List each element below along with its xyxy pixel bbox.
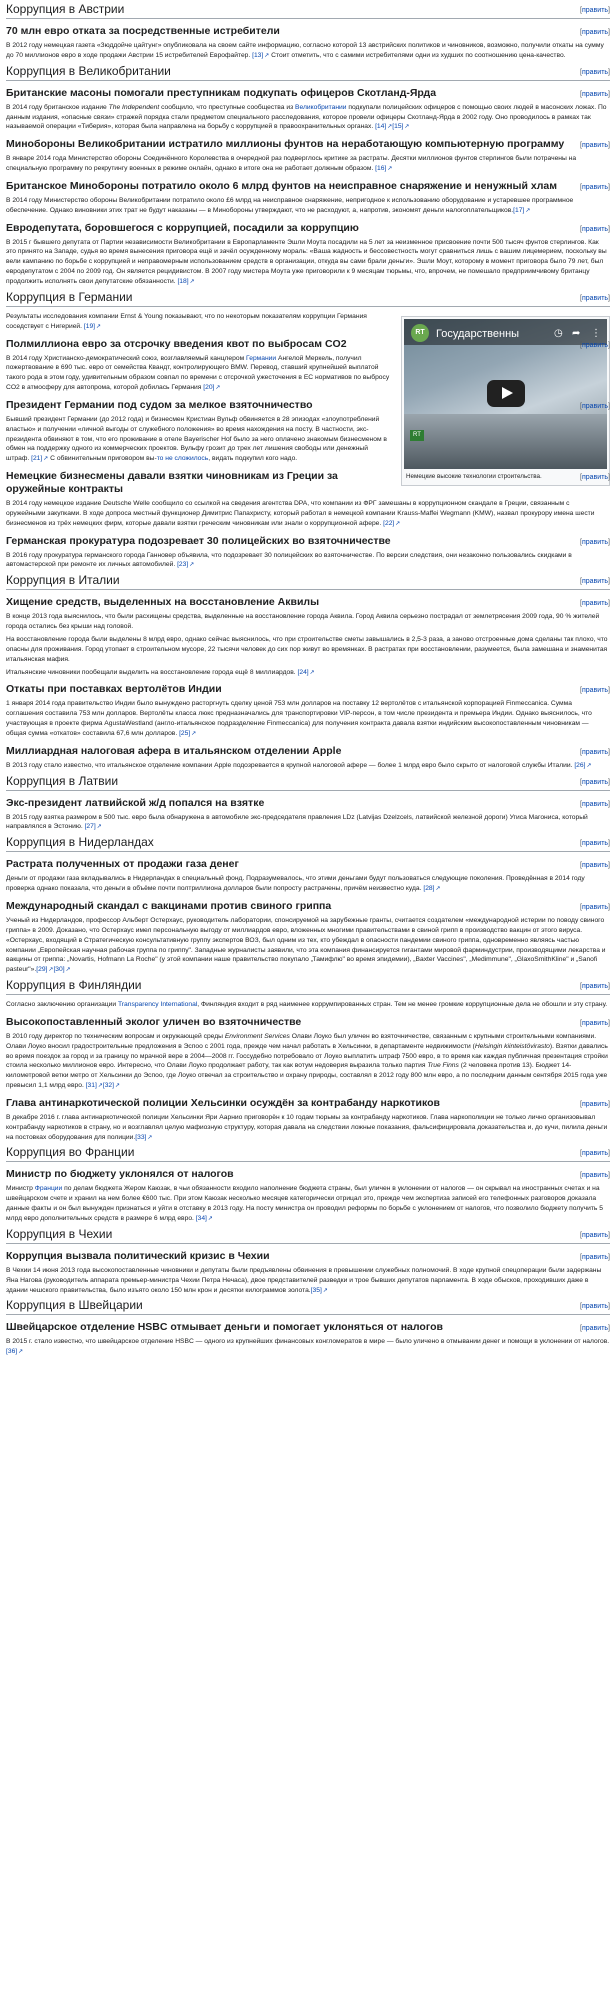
paragraph: В январе 2014 года Министерство обороны Соединённого Королевства в очередной раз подверглось критике за растраты. Десятки миллионов фунтов стерлингов были потрачены на специальную программу по рекрутингу военных в режиме онлайн, однако в итоге она не работает должным образом. [16] ↗ xyxy=(6,154,610,174)
section-heading-uk: Коррупция в Великобритании [править] xyxy=(6,64,610,81)
edit-link[interactable]: [править] xyxy=(580,600,610,608)
article-title: Полмиллиона евро за отсрочку введения квот по выбросам CO2 [править] xyxy=(6,337,610,350)
article-content xyxy=(0,2,614,1357)
reference-link[interactable]: [19] ↗ xyxy=(84,323,101,330)
edit-link[interactable]: [править] xyxy=(580,1253,610,1261)
reference-link[interactable]: [34] ↗ xyxy=(196,1215,213,1222)
article-title: Растрата полученных от продажи газа денег [править] xyxy=(6,858,610,871)
channel-logo: RT xyxy=(411,324,429,342)
reference-link[interactable]: [23] ↗ xyxy=(177,561,194,568)
reference-link[interactable]: [16] ↗ xyxy=(375,165,392,172)
section-heading-italy: Коррупция в Италии [править] xyxy=(6,573,610,590)
paragraph: В 2014 году Христианско-демократический союз, возглавляемый канцлером Германии Ангелой Меркель, получил пожертвование в 690 тыс. евро от семейства Квандт, контролирующего BMW. Перевод, ставший крупнейшей выплатой такого рода в этом году, удивительным образом совпал по времени с отсрочкой ужесточения в ЕС нормативов по выбросу CO2 в атмосферу для автопрома, которой добилась Германия [20] ↗ xyxy=(6,354,610,393)
edit-link[interactable]: [править] xyxy=(580,687,610,695)
edit-link[interactable]: [править] xyxy=(580,402,610,410)
article-title: Миллиардная налоговая афера в итальянском отделении Apple [править] xyxy=(6,744,610,757)
edit-link[interactable]: [править] xyxy=(580,1303,610,1311)
section-heading-czech: Коррупция в Чехии [править] xyxy=(6,1227,610,1244)
reference-link[interactable]: [21] ↗ xyxy=(31,455,48,462)
share-icon[interactable]: ➦ xyxy=(572,327,581,339)
reference-link[interactable]: [29] ↗ xyxy=(36,966,53,973)
section-heading-germany: Коррупция в Германии [править] xyxy=(6,290,610,307)
reference-link[interactable]: [35] ↗ xyxy=(311,1287,328,1294)
edit-link[interactable]: [править] xyxy=(580,1019,610,1027)
edit-link[interactable]: [править] xyxy=(580,183,610,191)
paragraph: В конце 2013 года выяснилось, что были расхищены средства, выделенные на восстановление города Аквила. Город Аквила серьезно пострадал от землетрясения 2009 года, 90 % жителей города остались без крыши над головой. xyxy=(6,613,600,631)
section-heading-austria: Коррупция в Австрии [править] xyxy=(6,2,610,19)
edit-link[interactable]: [править] xyxy=(580,1172,610,1180)
section-heading-switzerland: Коррупция в Швейцарии [править] xyxy=(6,1298,610,1315)
section-heading-finland: Коррупция в Финляндии [править] xyxy=(6,978,610,995)
reference-link[interactable]: [13] ↗ xyxy=(252,52,269,59)
reference-link[interactable]: [14] ↗ xyxy=(375,123,392,130)
article-title: Хищение средств, выделенных на восстановление Аквилы [править] xyxy=(6,596,610,609)
article-title: Немецкие бизнесмены давали взятки чиновникам из Греции за оружейные контракты [править] xyxy=(6,470,610,496)
paragraph: Результаты исследования компании Ernst & Young показывают, что по некоторым показателям коррупции Германия соседствует с Нигерией. [19] ↗ xyxy=(6,312,610,332)
article-title: Министр по бюджету уклонялся от налогов [править] xyxy=(6,1168,610,1181)
paragraph: 1 января 2014 года правительство Индии было вынуждено расторгнуть сделку ценой 753 млн долларов на поставку 12 вертолётов с итальянской корпорацией Finmeccanica. Сумма соглашения составила 753 млн долларов. Вертолёты класса люкс предназначались для транспортировки VIP-персон, в том числе президента и премьера Индии. Однако выяснилось, что участвующая в проекте фирма AgustaWestland (англо-итальянское подразделение Finmeccanica) для получения контракта давала взятки индийским высокопоставленным чиновникам — общая сумма «откатов» составила 67,6 млн долларов. [25] ↗ xyxy=(6,699,610,738)
edit-link[interactable]: [править] xyxy=(580,29,610,36)
wiki-link[interactable]: Германии xyxy=(246,354,277,362)
paragraph: В 2015 г бывшего депутата от Партии независимости Великобритании в Европарламенте Эшли Моута посадили на 5 лет за неизменное присвоение почти 500 тысяч фунтов стерлингов. Как это принято на Западе, судья во время вынесения приговора ещё и зачёл осужденному мораль: «Ваша жадность и бессовестность могут сравниться лишь с вашим лицемерием, поскольку вы вели кампанию по борьбе с коррупцией и неправомерным использованием средств в организации, откуда вы сами брали деньги». Эшли Моут, которому в момент приговора было 79 лет, был евродепутатом с 2004 по 2009 год. Он является рецидивистом. В 2007 году мистера Моута уже приговорили к 9 месяцам тюрьмы, что, впрочем, не помешало предприимчивому британцу продолжить исполнять свои депутатские обязанности. [18] ↗ xyxy=(6,238,610,287)
edit-link[interactable]: [править] xyxy=(580,800,610,808)
article-title: Британское Минобороны потратило около 6 млрд фунтов на неисправное снаряжение и ненужный хлам [править] xyxy=(6,179,610,192)
article-title: Коррупция вызвала политический кризис в Чехии [править] xyxy=(6,1249,610,1262)
edit-link[interactable]: [править] xyxy=(580,840,610,848)
reference-link[interactable]: [24] ↗ xyxy=(298,669,315,676)
paragraph: Деньги от продажи газа вкладывались в Нидерландах в специальный фонд. Подразумевалось, что этими деньгами будут пользоваться следующие поколения. Проведённая в 2014 году проверка однако показала, что деньги в объёме почти полтриллиона долларов были попросту растрачены, причём неизвестно куда. [28] ↗ xyxy=(6,874,610,894)
reference-link[interactable]: [36] ↗ xyxy=(6,1348,23,1355)
edit-link[interactable]: [править] xyxy=(580,578,610,586)
article-title: Британские масоны помогали преступникам подкупать офицеров Скотланд-Ярда [править] xyxy=(6,86,610,99)
reference-link[interactable]: [33] ↗ xyxy=(135,1134,152,1141)
wiki-link[interactable]: Великобритании xyxy=(295,103,347,111)
section-heading-france: Коррупция во Франции [править] xyxy=(6,1145,610,1162)
reference-link[interactable]: [17] ↗ xyxy=(513,207,530,214)
reference-link[interactable]: [32] ↗ xyxy=(103,1082,120,1089)
video-title: Государственны xyxy=(436,327,520,340)
edit-link[interactable]: [править] xyxy=(580,68,610,76)
edit-link[interactable]: [править] xyxy=(580,1100,610,1108)
article-title: Швейцарское отделение HSBC отмывает деньги и помогает уклоняться от налогов [править] xyxy=(6,1321,610,1334)
reference-link[interactable]: [22] ↗ xyxy=(383,520,400,527)
video-caption: Немецкие высокие технологии строительства. xyxy=(406,472,542,480)
clock-icon[interactable]: ◷ xyxy=(554,327,563,339)
edit-link[interactable]: [править] xyxy=(580,341,610,349)
paragraph: В декабре 2016 г. глава антинаркотической полиции Хельсинки Яри Аарнио приговорён к 10 годам тюрьмы за контрабанду наркотиков. Глава наркополиции не только лично организовывал контрабанду наркотиков в страну, но и возглавлял целую мафиозную структуру, которая давала на следствии ложные показания, фальсифицировала доказательства и, до кучи, пилила деньги на постовках оборудования для полиции.[33] ↗ xyxy=(6,1113,610,1143)
article-title: Международный скандал с вакцинами против свиного гриппа [править] xyxy=(6,899,610,912)
paragraph: В 2014 году британское издание The Independent сообщило, что преступные сообщества из Великобритании подкупали полицейских офицеров с помощью своих людей в масонских ложах. По данным издания, «опасные связи» стражей порядка стали предметом специального расследования, которое провели офицеры Скотланд-Ярда в 2002 году. Оно проводилось в рамках так называемой операции «Тиберия», которая была направлена на борьбу с коррупцией в правоохранительных органах. [14] ↗ [15] ↗ xyxy=(6,103,610,133)
edit-link[interactable]: [править] xyxy=(580,1231,610,1239)
article-title: Высокопоставленный эколог уличен во взяточничестве [править] xyxy=(6,1015,610,1028)
article-title: Откаты при поставках вертолётов Индии [править] xyxy=(6,683,610,696)
channel-badge: RT xyxy=(410,430,424,441)
paragraph: Министр Франции по делам бюджета Жером Каюзак, в чьи обязанности входило наполнение бюджета страны, был уличен в уклонении от налогов — он скрывал на иностранных счетах и на швейцарском счете и хранил на нем более €600 тыс. При этом Каюзак несколько месяцев категорически отрицал это, прежде чем экспертиза записей его телефонных разговоров доказала данные факты и он был вынужден признаться и уйти в отставку в 2013 году. На посту министра он проводил реформы по борьбе с уклонением от налогов, что позволило бюджету получить 5 млрд евро дополнительных средств в размере 6 млрд евро. [34] ↗ xyxy=(6,1184,610,1223)
article-title: Экс-президент латвийской ж/д попался на взятке [править] xyxy=(6,796,610,809)
wiki-link[interactable]: Transparency International xyxy=(117,1001,198,1009)
paragraph: Согласно заключению организации Transparency International, Финляндия входит в ряд наименее коррумпированных стран. Тем не менее громкие коррупционные дела не обошли и эту страну. xyxy=(6,1001,608,1009)
edit-link[interactable]: [править] xyxy=(580,225,610,233)
article-title: Евродепутата, боровшегося с коррупцией, посадили за коррупцию [править] xyxy=(6,221,610,234)
reference-link[interactable]: [31] ↗ xyxy=(86,1082,103,1089)
paragraph: В 2013 году стало известно, что итальянское отделение компании Apple подозревается в крупной налоговой афере — более 1 млрд евро было скрыто от налоговой службы Италии. [26] ↗ xyxy=(6,761,610,771)
paragraph: В Чехии 14 июня 2013 года высокопоставленные чиновники и депутаты были предъявлены обвинения в превышении служебных полномочий. В ходе крупной спецоперации были задержаны Яна Нагова (руководитель аппарата премьер-министра Чехии Петра Нечаса), двое представителей разведки и трое бывших депутатов парламента. В ходе обысков, проходивших даже в здании чешского правительства, было изъято около 150 млн крон и десятки килограммов золота.[35] ↗ xyxy=(6,1266,610,1296)
edit-link[interactable]: [править] xyxy=(580,1150,610,1158)
edit-link[interactable]: [править] xyxy=(580,983,610,991)
article-title: Глава антинаркотической полиции Хельсинки осуждён за контрабанду наркотиков [править] xyxy=(6,1096,610,1109)
reference-link[interactable]: [28] ↗ xyxy=(423,885,440,892)
reference-link[interactable]: [20] ↗ xyxy=(203,384,220,391)
reference-link[interactable]: [25] ↗ xyxy=(179,730,196,737)
paragraph: В 2015 г. стало известно, что швейцарское отделение HSBC — одного из крупнейших финансовых конгломератов в мире — было уличено в отмывании денег и помощи в уклонении от налогов. [36] ↗ xyxy=(6,1337,610,1357)
paragraph: Итальянские чиновники пообещали выделить на восстановление города ещё 8 миллиардов. [24] ↗ xyxy=(6,668,610,678)
edit-link[interactable]: [править] xyxy=(580,142,610,150)
article-title: Минобороны Великобритании истратило миллионы фунтов на неработающую компьютерную программу [править] xyxy=(6,138,610,151)
article-title: Президент Германии под судом за мелкое взяточничество [править] xyxy=(6,398,610,411)
edit-link[interactable]: [править] xyxy=(580,90,610,98)
edit-link[interactable]: [править] xyxy=(580,903,610,911)
edit-link[interactable]: [править] xyxy=(580,538,610,546)
more-options-icon[interactable]: ⋮ xyxy=(591,327,601,339)
article-title: 70 млн евро отката за посредственные истребители [править] xyxy=(6,25,610,37)
paragraph: В 2015 году взятка размером в 500 тыс. евро была обнаружена в автомобиле экс-председателя правления LDz (Latvijas Dzelzcels, латвийской железной дороги) Угиса Магониса, который направлялся в Эстонию. [27] ↗ xyxy=(6,813,610,833)
edit-link[interactable]: [править] xyxy=(580,1325,610,1333)
edit-link[interactable]: [править] xyxy=(580,862,610,870)
paragraph: В 2016 году прокуратура германского города Ганновер объявила, что подозревает 30 полицейских во взяточничестве. По версии следствия, они незаконно пользовались скидками в автомастерской при ремонте их личных автомобилей. [23] ↗ xyxy=(6,551,610,571)
paragraph: В 2012 году немецкая газета «Зюддойче цайтунг» опубликовала на своем сайте информацию, согласно которой 13 австрийских политиков и чиновников, возможно, получили откаты на сумму до 70 миллионов евро в ходе продажи Австрии 15 истребителей Еврофайтер. [13] ↗ Стоит отметить, что с самими истребителями одни из худших по соотношению цена-качество. xyxy=(6,41,610,61)
paragraph: На восстановление города были выделены 8 млрд евро, однако сейчас выяснилось, что при строительстве сметы завышались в 2,5-3 раза, а заново отстроенные дома сделаны так плохо, что опасны для проживания. Город утопает в строительном мусоре, 22 тысячи человек до сих пор живут во времянках. В растратах при восстановлении, разумеется, была замешана и знаменитая итальянская мафия. xyxy=(6,636,608,663)
video-frame-image xyxy=(404,414,607,469)
edit-link[interactable]: [править] xyxy=(580,7,610,14)
edit-link[interactable]: [править] xyxy=(580,474,610,482)
wiki-link[interactable]: Франции xyxy=(34,1185,63,1193)
reference-link[interactable]: [30] ↗ xyxy=(53,966,70,973)
paragraph: Ученый из Нидерландов, профессор Альберт Остерхаус, руководитель лаборатории, спонсируемой на зарубежные гранты, считается создателем «международной истерии по поводу свиного гриппа» в 2009. Доказано, что Остерхаус имел персональную выгоду от миллиардов евро, вложенных многими правительствами в свиной грипп в производство вакцин от этого вируса. «Остерхаус, входящий в Стратегическую консультативную группу экспертов ВОЗ, был одним из тех, кто убеждал в опасности пандемии свиного гриппа, одновременно являясь частью компании „Европейская научная рабочая группа по гриппу". Западные журналисты заявили, что эта компания финансируется гигантами мировой фарминдустрии, производящими лекарства и вакцины от гриппа: „Novartis, Hofmann La Roche" (у этой компании наше правительство покупало „Тамифлю" во время эпидемии), „Baxter Vaccines", „Medimmune", „GlaxoSmithKline" и „Sanofi pasteur"».[29] ↗ [30] ↗ xyxy=(6,916,610,975)
section-heading-netherlands: Коррупция в Нидерландах [править] xyxy=(6,835,610,852)
edit-link[interactable]: [править] xyxy=(580,748,610,756)
edit-link[interactable]: [править] xyxy=(580,778,610,786)
reference-link[interactable]: [15] ↗ xyxy=(392,123,409,130)
article-title: Германская прокуратура подозревает 30 полицейских во взяточничестве [править] xyxy=(6,534,610,547)
edit-link[interactable]: [править] xyxy=(580,294,610,302)
reference-link[interactable]: [26] ↗ xyxy=(574,762,591,769)
paragraph: Бывший президент Германии (до 2012 года) и бизнесмен Кристиан Вульф обвиняется в 28 эпизодах «злоупотреблений властью» и получении «личной выгоды от служебного положения» во время нахождения на посту. В частности, экс-президента обвиняют в том, что его проживание в отеле Bayerischer Hof было за него оплачено знакомым бизнесменом в обмен на поддержку одного из коммерческих проектов. Вульфу грозит до трех лет лишения свободы или денежный штраф. [21] ↗ С обвинительным приговором вы-то не сложилось, видать подкупил кого надо. xyxy=(6,415,610,464)
paragraph: В 2014 году немецкое издание Deutsche Welle сообщило со ссылкой на сведения агентства DPA, что компании из ФРГ замешаны в коррупционном скандале в Греции, связанным с оружейными закупками. В ходе допроса местный функционер Димитрис Папахристу, который работал в немецкой компании Krauss-Maffei Wegmann (KMW), назвал прокурору имена шести бизнесменов из трёх немецких фирм, которые давали взятки греческим чиновникам или знали о коррупционной афере. [22] ↗ xyxy=(6,499,610,529)
section-heading-latvia: Коррупция в Латвии [править] xyxy=(6,774,610,791)
paragraph: В 2010 году директор по техническим вопросам и окружающей среды Environment Services Олави Лоуко был уличен во взяточничестве, связанным с крупными строительными компаниями. Олави Лоуко вносил градостроительные предложения в Эспоо с 2001 года, прежде чем начал работать в Хельсинки, в департаменте недвижимости (Helsingin kiinteistövirasto). Взятки давались во время поездок за город и за границу по мрачной вере в 2004—2008 гг. Госсудебно потребовало от Лоуко выплатить штраф 7500 евро, в то время как каждая публичная презентация стройки стоила несколько миллионов евро. Интересно, что Олави Лоуко продолжает работу, так как вотум недоверия выразила только партия True Finns (2 человека против 13). Бюджет 14-километровой ветки метро от Хельсинки до Эспоо, где Лоуко отвечал за строительство и охрану природы, составлял в 2012 году 800 млн евро, а по последним данным сентября 2015 года уже превысил 1,1 млрд евро. [31] ↗ [32] ↗ xyxy=(6,1032,610,1091)
wiki-link[interactable]: то не сложилось xyxy=(156,455,209,463)
reference-link[interactable]: [18] ↗ xyxy=(177,278,194,285)
paragraph: В 2014 году Министерство обороны Великобритании потратило около £6 млрд на неисправное снаряжение, непригодное к использованию оборудование и устаревшее программное обеспечение. Однако виновники этих трат не будут наказаны — в Минобороны утверждают, что не расходуют, а, напротив, экономят деньги налогоплательщиков.[17] ↗ xyxy=(6,196,610,216)
reference-link[interactable]: [27] ↗ xyxy=(85,823,102,830)
